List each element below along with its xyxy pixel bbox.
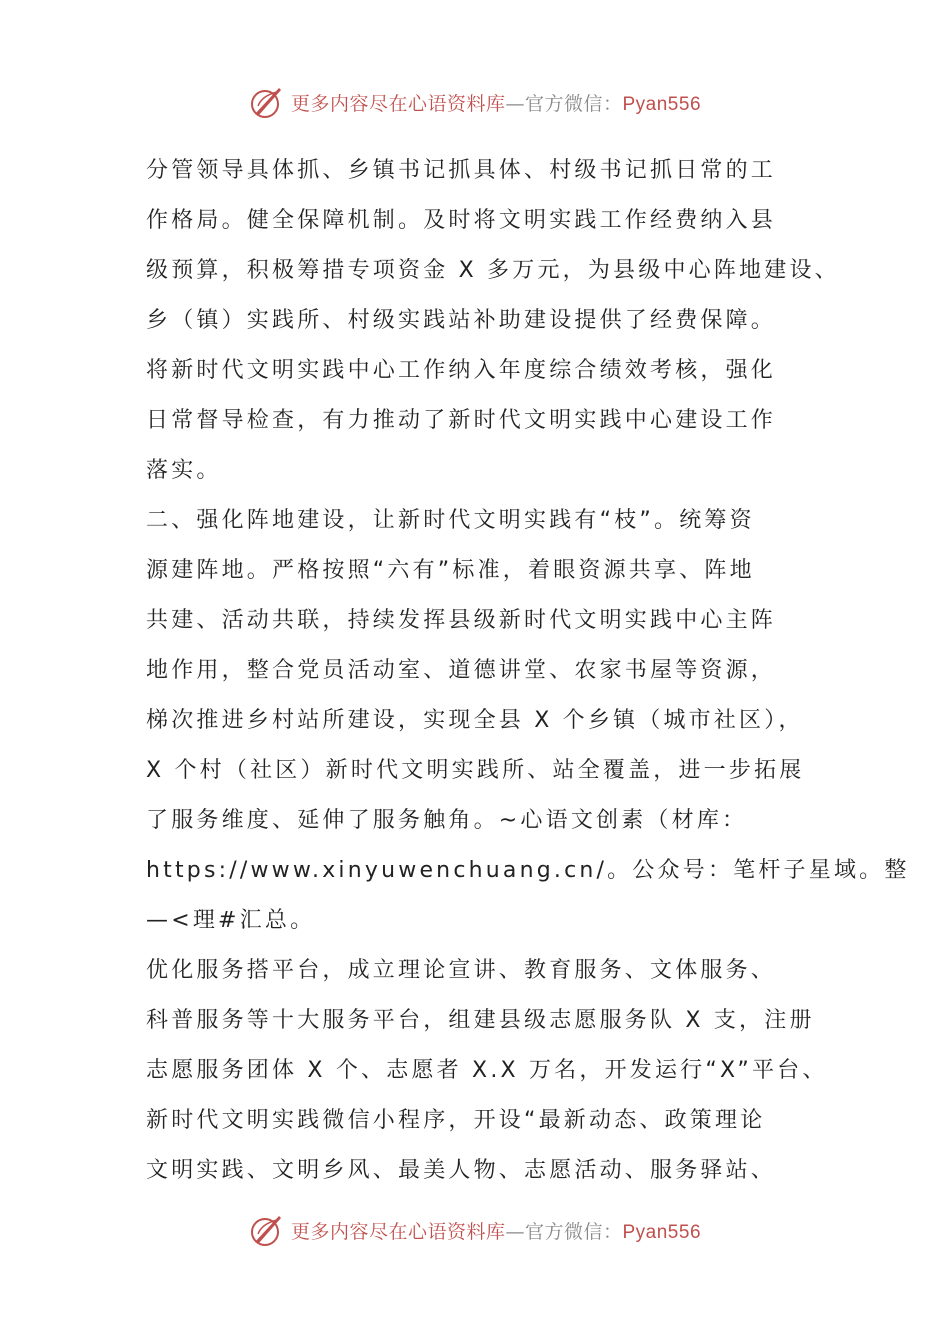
text-line: 源建阵地。严格按照“六有”标准，着眼资源共享、阵地 (146, 558, 755, 583)
text-line: 志愿服务团体 X 个、志愿者 X.X 万名，开发运行“X”平台、 (146, 1058, 828, 1083)
text-line: 分管领导具体抓、乡镇书记抓具体、村级书记抓日常的工 (146, 158, 777, 183)
paragraph-1 (146, 146, 840, 496)
footer-wechat-label: 官方微信： (524, 1220, 623, 1243)
quill-logo-icon (249, 1212, 285, 1248)
text-line: 地作用，整合党员活动室、道德讲堂、农家书屋等资源， (146, 658, 777, 683)
footer-banner (0, 1210, 950, 1250)
paragraph-2 (146, 496, 910, 946)
header-wechat-id: Pyan556 (622, 93, 702, 115)
text-line: X 个村（社区）新时代文明实践所、站全覆盖，进一步拓展 (146, 758, 805, 783)
document-body (146, 146, 910, 1196)
footer-dash: — (505, 1220, 525, 1243)
text-line: https://www.xinyuwenchuang.cn/。公众号：笔杆子星域。整 (146, 858, 910, 883)
text-line: 将新时代文明实践中心工作纳入年度综合绩效考核，强化 (146, 358, 777, 383)
text-line: 共建、活动共联，持续发挥县级新时代文明实践中心主阵 (146, 608, 777, 633)
text-line: 乡（镇）实践所、村级实践站补助建设提供了经费保障。 (146, 308, 777, 333)
text-line: 科普服务等十大服务平台，组建县级志愿服务队 X 支，注册 (146, 1008, 815, 1033)
header-wechat-label: 官方微信： (524, 92, 623, 115)
text-line: 二、强化阵地建设，让新时代文明实践有“枝”。统筹资 (146, 508, 755, 533)
header-banner (0, 82, 950, 122)
text-line: 了服务维度、延伸了服务触角。~心语文创素（材库： (146, 808, 748, 833)
paragraph-3 (146, 946, 826, 1196)
text-line: 梯次推进乡村站所建设，实现全县 X 个乡镇（城市社区）， (146, 708, 804, 733)
text-line: 作格局。健全保障机制。及时将文明实践工作经费纳入县 (146, 208, 777, 233)
text-line: 级预算，积极筹措专项资金 X 多万元，为县级中心阵地建设、 (146, 258, 840, 283)
footer-main: 更多内容尽在心语资料库 (290, 1220, 506, 1243)
text-line: 落实。 (146, 458, 222, 483)
footer-wechat-id: Pyan556 (622, 1221, 702, 1243)
text-line: 优化服务搭平台，成立理论宣讲、教育服务、文体服务、 (146, 958, 777, 983)
header-text (291, 89, 701, 116)
quill-logo-icon (249, 84, 285, 120)
text-line: 日常督导检查，有力推动了新时代文明实践中心建设工作 (146, 408, 777, 433)
text-line: —<理#汇总。 (146, 908, 316, 933)
text-line: 文明实践、文明乡风、最美人物、志愿活动、服务驿站、 (146, 1158, 777, 1183)
text-line: 新时代文明实践微信小程序，开设“最新动态、政策理论 (146, 1108, 766, 1133)
footer-text (291, 1217, 701, 1244)
header-dash: — (505, 92, 525, 115)
header-main: 更多内容尽在心语资料库 (290, 92, 506, 115)
